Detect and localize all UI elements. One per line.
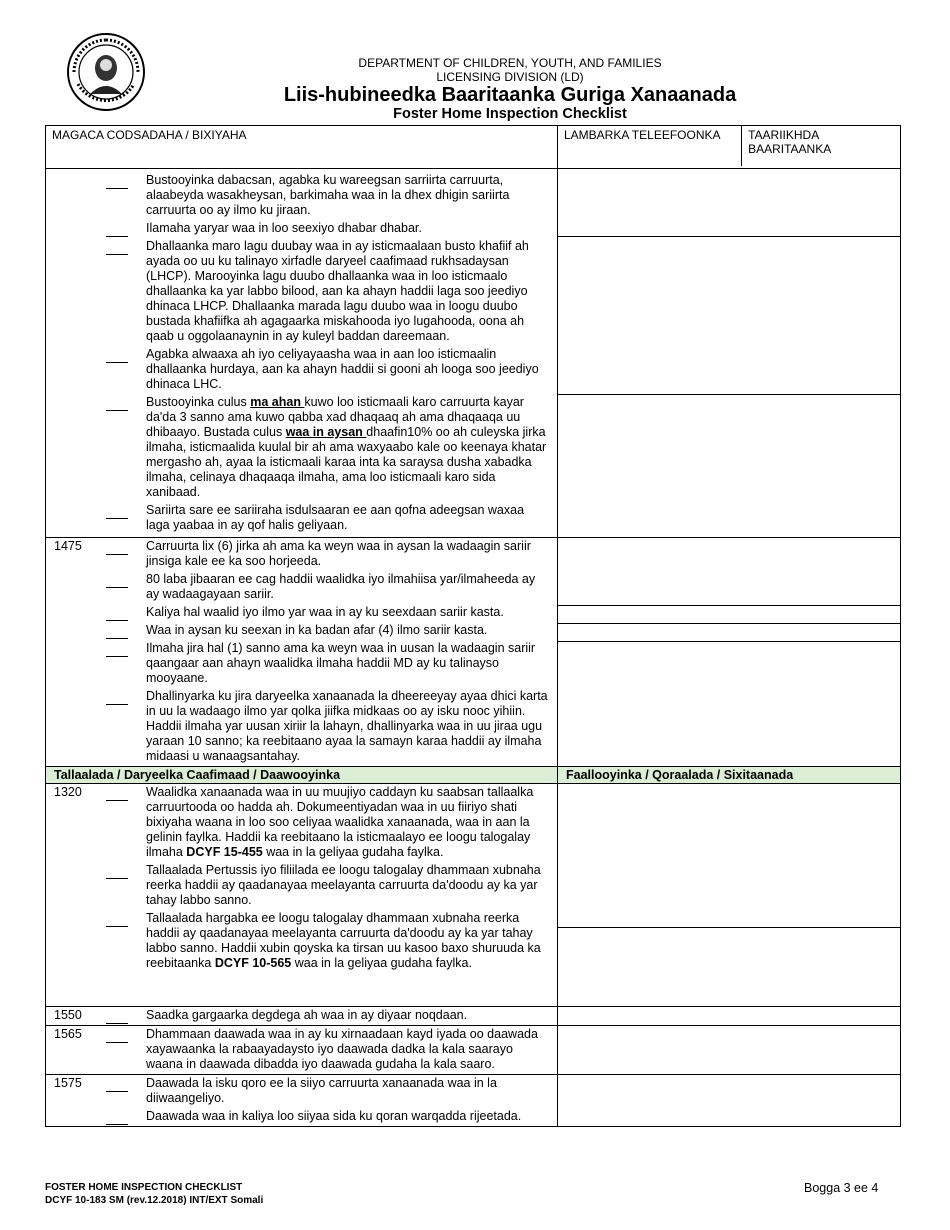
item-text: Kaliya hal waalid iyo ilmo yar waa in ay ku seexdaan sariir kasta.	[146, 605, 504, 619]
comments-column	[558, 538, 901, 767]
item-text: Dhallinyarka ku jira daryeelka xanaanada la dheereeyay ayaa dhici karta in uu la wadaago ilmo yar qolka jiifka midkaas oo ay isku nooc yihiin. Haddii ilmaha yar uusan xiriir la lahayn, dhallinyarka waa in uu jiraa ugu yaraan 10 sanno; ka reebitaano ayaa la samayn karaa haddii ay ilmaha midaasi u wanaagsantahay.	[146, 689, 548, 763]
checklist-item	[46, 502, 557, 535]
item-text: Daawada la isku qoro ee la siiyo carruurta xanaanada waa in la diiwaangeliyo.	[146, 1076, 497, 1105]
item-text: Waa in aysan ku seexan in ka badan afar (4) ilmo sariir kasta.	[146, 623, 488, 637]
comments-title: Faallooyinka / Qoraalada / Sixitaanada	[558, 767, 901, 784]
item-text	[146, 395, 557, 500]
comment-box[interactable]	[558, 1075, 901, 1127]
checklist-item	[46, 1075, 557, 1108]
phone-field[interactable]	[558, 126, 742, 166]
inspection-date-label: TAARIIKHDA BAARITAANKA	[748, 128, 832, 156]
section-header-bar	[46, 767, 901, 784]
check-blank[interactable]	[106, 347, 128, 392]
checklist-section	[46, 538, 901, 767]
applicant-name-label: MAGACA CODSADAHA / BIXIYAHA	[52, 128, 247, 142]
form-reference: DCYF 10-565	[214, 956, 292, 970]
checklist-section	[46, 1007, 901, 1026]
check-blank[interactable]	[106, 863, 128, 908]
item-text: 80 laba jibaaran ee cag haddii waalidka iyo ilmahiisa yar/ilmaheeda ay ay wadaagayaan sariir.	[146, 572, 536, 601]
text-run: Tallaalada hargabka ee loogu talogalay dhammaan xubnaha reerka haddii ay qaadanayaa meelayanta carruurta da'doodu ay ka yar tahay labbo sanno. Haddii xubin qoyska ka tirsan uu kasoo baxo shuruuda ka reebitaanka	[146, 911, 541, 970]
checklist-section	[46, 169, 901, 538]
check-blank[interactable]	[106, 173, 128, 218]
text-run: Bustooyinka culus	[146, 395, 251, 409]
checklist-item	[46, 784, 557, 862]
checklist-section	[46, 1075, 901, 1127]
checklist-item	[46, 1026, 557, 1074]
checklist-item	[46, 538, 557, 571]
form-reference: DCYF 15-455	[186, 845, 263, 859]
item-text: Carruurta lix (6) jirka ah ama ka weyn waa in aysan la wadaagin sariir jinsiga kale ee ka soo horjeeda.	[146, 539, 531, 568]
check-blank[interactable]	[106, 1027, 128, 1072]
item-text: Ilamaha yaryar waa in loo seexiyo dhabar dhabar.	[146, 221, 422, 235]
comment-box[interactable]	[558, 1007, 901, 1026]
check-blank[interactable]	[106, 239, 128, 344]
page-title: Liis-hubineedka Baaritaanka Guriga Xanaanada	[283, 84, 737, 106]
check-blank[interactable]	[106, 539, 128, 569]
text-run: waa in la geliyaa gudaha faylka.	[262, 845, 444, 859]
check-blank[interactable]	[106, 572, 128, 602]
checklist-item	[46, 220, 557, 238]
checklist-item	[46, 910, 557, 973]
checklist-item	[46, 238, 557, 346]
page-subtitle: Foster Home Inspection Checklist	[393, 106, 627, 122]
check-blank[interactable]	[106, 689, 128, 764]
emphasis-text: ma ahan	[250, 395, 305, 409]
comment-box[interactable]	[558, 928, 900, 1006]
item-text: Dhammaan daawada waa in ay ku xirnaadaan kayd iyada oo daawada xayawaanka la rabaayadaysto iyo daawada dadka la kala saarayo waana in daawada dibadda iyo daawada gudaha la kala saaro.	[146, 1027, 538, 1071]
comment-box[interactable]	[558, 606, 900, 624]
check-blank[interactable]	[106, 395, 128, 500]
inspection-checklist-table	[45, 125, 901, 1127]
checklist-section	[46, 1026, 901, 1075]
item-text: Tallaalada Pertussis iyo filiilada ee loogu talogalay dhammaan xubnaha reerka haddii ay qaadanayaa meelayanta carruurta da'doodu ay ka yar tahay labbo sanno.	[146, 863, 541, 907]
checklist-item	[46, 640, 557, 688]
checklist-item	[46, 688, 557, 766]
checklist-item	[46, 571, 557, 604]
department-name: DEPARTMENT OF CHILDREN, YOUTH, AND FAMILIES	[358, 56, 662, 70]
item-text	[146, 911, 557, 971]
wac-code: 1550	[54, 1008, 82, 1022]
check-blank[interactable]	[106, 785, 128, 860]
item-text: Bustooyinka dabacsan, agabka ku wareegsan sarriirta carruurta, alaabeyda wasakheysan, barkimaha waa in la dhex dhigin sariirta carruurta oo ay ilmo ku jiraan.	[146, 173, 510, 217]
checklist-item	[46, 1007, 557, 1025]
comment-box[interactable]	[558, 624, 900, 642]
check-blank[interactable]	[106, 911, 128, 971]
checklist-item	[46, 1108, 557, 1126]
phone-label: LAMBARKA TELEEFOONKA	[564, 128, 721, 142]
item-text: Daawada waa in kaliya loo siiyaa sida ku qoran warqadda rijeetada.	[146, 1109, 522, 1123]
check-blank[interactable]	[106, 1109, 128, 1124]
checklist-item	[46, 622, 557, 640]
checklist-item	[46, 346, 557, 394]
check-blank[interactable]	[106, 623, 128, 638]
comment-box[interactable]	[558, 395, 900, 537]
wac-code: 1320	[54, 785, 82, 799]
comments-column	[558, 169, 901, 538]
wac-code: 1565	[54, 1027, 82, 1041]
wac-code: 1575	[54, 1076, 82, 1090]
item-text	[146, 785, 557, 860]
checklist-section	[46, 784, 901, 1007]
item-text: Agabka alwaaxa ah iyo celiyayaasha waa in aan loo isticmaalin dhallaanka hurdaya, aan ka ahayn haddii si gooni ah looga soo jeediyo dhinaca LHC.	[146, 347, 539, 391]
check-blank[interactable]	[106, 605, 128, 620]
applicant-name-field[interactable]	[46, 126, 558, 169]
comment-box[interactable]	[558, 784, 900, 928]
comment-box[interactable]	[558, 642, 900, 742]
phone-date-cell	[558, 126, 901, 169]
check-blank[interactable]	[106, 1008, 128, 1023]
text-run: waa in la geliyaa gudaha faylka.	[291, 956, 472, 970]
check-blank[interactable]	[106, 503, 128, 533]
text-run: dhaafin10% oo ah culeyska jirka ilmaha, isticmaalida kuulal bir ah ama waxyaabo kale oo keenaya khatar mergasho ah, ayaa la isticmaali karaa inta ka saraysa dusha xabadka ilmaha, celinaya dhaqaaqa ilmaha, ama loo isticmaali karo sida xanibaad.	[146, 425, 547, 499]
text-run: Waalidka xanaanada waa in uu muujiyo caddayn ku saabsan tallaalka carruurtooda oo hadda ah. Dokumeentiyadan waa in uu fiiriyo shati bixiyaha waana in loo soo celiyaa waalidka xanaanada, waa in aan la gelinin faylka. Haddii ka reebitaano la isticmaalayo ee loogu talogalay ilmaha	[146, 785, 534, 859]
comment-box[interactable]	[558, 1026, 901, 1075]
checklist-item	[46, 171, 557, 220]
item-text: Sariirta sare ee sariiraha isdulsaaran ee aan qofna adeegsan waxaa laga yaabaa in ay qof halis geliyaan.	[146, 503, 525, 532]
inspection-date-field[interactable]	[742, 126, 900, 166]
text-run: kuwo loo isticmaali karo carruurta kayar da'da 3 sanno ama kuwo qabba xad dhaqaaq ah ama dhaqaaqa uu dhibaayo. Bustada culus	[146, 395, 524, 439]
check-blank[interactable]	[106, 1076, 128, 1106]
footer-form-info	[45, 1181, 263, 1207]
item-text: Ilmaha jira hal (1) sanno ama ka weyn waa in uusan la wadaagin sariir qaangaar aan ahayn waalidka ilmaha haddii MD ay ku talinayso mooyaane.	[146, 641, 536, 685]
emphasis-text: waa in aysan	[285, 425, 367, 439]
page-number: Bogga 3 ee 4	[804, 1181, 879, 1195]
comment-box[interactable]	[558, 237, 900, 395]
checklist-item	[46, 394, 557, 502]
wac-code: 1475	[54, 539, 82, 553]
item-text: Dhallaanka maro lagu duubay waa in ay isticmaalaan busto khafiif ah ayada oo uu ku talinayo xirfadle daryeel caafimaad rukhsadaysan (LHCP). Marooyinka lagu duubo dhallaanka waa in loo isticmaalo dhallaanka ka yar labbo bilood, aan ka ahayn haddii laga soo jeediyo dhinaca LHCP. Dhallaanka marada lagu duubo waa in loogu duubo bustada khafiifka ah agagaarka miskahooda iyo lugahooda, oona ah qaab u oggolaanaynin in ay kuleyl baddan dareemaan.	[146, 239, 529, 343]
check-blank[interactable]	[106, 221, 128, 236]
checklist-item	[46, 862, 557, 910]
form-header-row	[46, 126, 901, 169]
footer-title: FOSTER HOME INSPECTION CHECKLIST	[45, 1182, 243, 1193]
item-text: Saadka gargaarka degdega ah waa in ay diyaar noqdaan.	[146, 1008, 468, 1022]
section-title: Tallaalada / Daryeelka Caafimaad / Daawooyinka	[46, 767, 558, 784]
comment-box[interactable]	[558, 538, 900, 606]
footer-form-id: DCYF 10-183 SM (rev.12.2018) INT/EXT Somali	[45, 1195, 264, 1206]
comment-box[interactable]	[558, 169, 900, 237]
checklist-item	[46, 604, 557, 622]
division-name: LICENSING DIVISION (LD)	[436, 70, 584, 84]
check-blank[interactable]	[106, 641, 128, 686]
comments-column	[558, 784, 901, 1007]
